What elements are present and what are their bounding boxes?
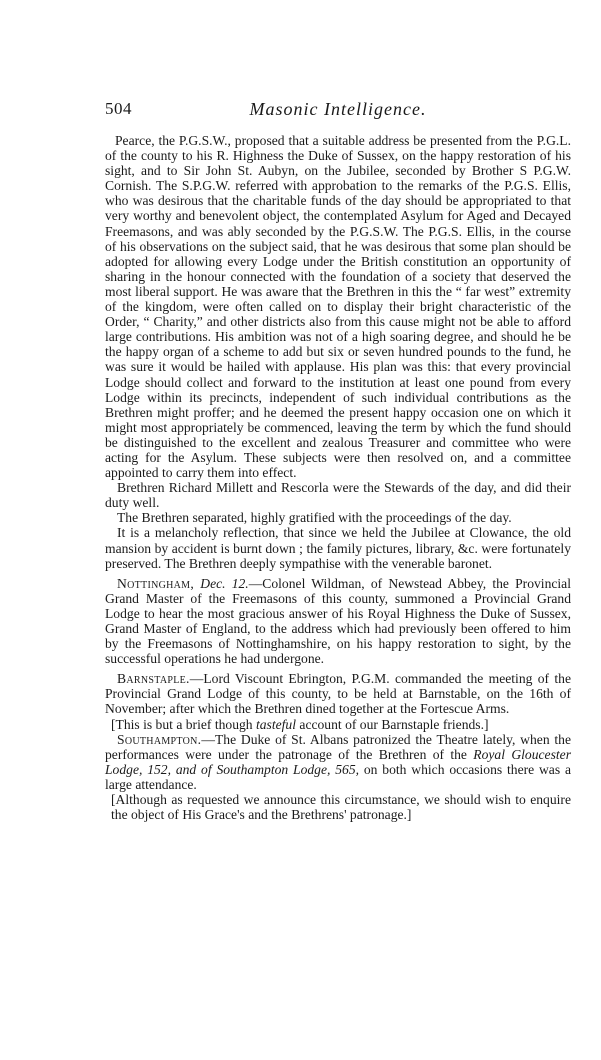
nottingham-text: —Colonel Wildman, of Newstead Abbey, the Provincial Grand Master of the Freemasons of this county, summoned a Provincial Grand Lodge to hear the most gracious answer of his Royal Highness the Duke of Sussex, Grand Master of England, to the address which had previously been offered to him by the Freemasons of Nottinghamshire, on his happy restoration to sight, by the successful operations he had undergone. — [105, 575, 571, 667]
place-heading-nottingham: Nottingham, — [117, 575, 195, 591]
barnstaple-text: —Lord Viscount Ebrington, P.G.M. commanded the meeting of the Provincial Grand Lodge of this county, to be held at Barnstable, on the 16th of November; after which the Brethren dined together at the Fortescue Arms. — [105, 671, 571, 717]
paragraph-southampton — [105, 732, 571, 792]
paragraph-barnstaple — [105, 671, 571, 716]
article-body — [105, 133, 571, 822]
note-text-end: account of our Barnstaple friends.] — [296, 716, 489, 732]
paragraph-stewards: Brethren Richard Millett and Rescorla were the Stewards of the day, and did their duty well. — [105, 480, 571, 511]
page-header — [105, 99, 571, 133]
date-nottingham: Dec. 12. — [200, 575, 249, 591]
lodge-names: Royal Gloucester Lodge, 152, and of Southampton Lodge, 565, — [105, 746, 571, 777]
paragraph-nottingham — [105, 576, 571, 667]
note-italic-word: tasteful — [255, 716, 297, 732]
editor-note-southampton: [Although as requested we announce this circumstance, we should wish to enquire the object of His Grace's and the Brethrens' patronage.] — [111, 792, 571, 823]
place-heading-southampton: Southampton. — [117, 731, 202, 747]
page-number: 504 — [105, 99, 132, 118]
paragraph-clowance: It is a melancholy reflection, that since we held the Jubilee at Clowance, the old mansion by accident is burnt down ; the family pictures, library, &c. were fortunately preserved. The Brethren deeply sympathise with the venerable baronet. — [105, 525, 571, 571]
paragraph-separated: The Brethren separated, highly gratified with the proceedings of the day. — [117, 510, 512, 526]
editor-note-barnstaple — [105, 717, 571, 732]
running-title: Masonic Intelligence. — [249, 99, 427, 119]
note-text-start: [This is but a brief though — [111, 716, 256, 732]
place-heading-barnstaple: Barnstaple. — [117, 671, 190, 687]
southampton-text-start: —The Duke of St. Albans patronized the Theatre lately, when the performances were under the patronage of the Brethren of the — [105, 731, 571, 762]
page — [105, 99, 571, 822]
southampton-text-end: on both which occasions there was a large attendance. — [105, 761, 571, 792]
paragraph-cornwall: Pearce, the P.G.S.W., proposed that a suitable address be presented from the P.G.L. of the county to his R. Highness the Duke of Sussex, on the happy restoration of his sight, and to Sir John St. Aubyn, on the Jubilee, seconded by Brother S P.G.W. Cornish. The S.P.G.W. referred with approbation to the remarks of the P.G.S. Ellis, who was desirous that the charitable funds of the day should be appropriated to that very worthy and benevolent object, the contemplated Asylum for Aged and Decayed Freemasons, and was ably seconded by the P.G.S.W. The P.G.S. Ellis, in the course of his observations on the subject said, that he was desirous that some plan should be adopted for allowing every Lodge under the British constitution an opportunity of sharing in the honour connected with the foundation of a society that deserved the most liberal support. He was aware that the Brethren in this the “ far west” extremity of the kingdom, were often called on to display their bright characteristic of the Order, “ Charity,” and other districts also from this cause might not be able to afford large contributions. His ambition was not of a high soaring degree, and should he be the happy organ of a scheme to add but six or seven hundred pounds to the fund, he was sure it would be hailed with applause. His plan was this: that every provincial Lodge should collect and forward to the institution at least one pound from every Lodge within its precincts, independent of such individual contributions as the Brethren might proffer; and he deemed the present happy occasion one on which it might most appropriately be commenced, leaving the term by which the fund should be distinguished to the excellent and zealous Treasurer and committee who were acting for the Asylum. These subjects were then resolved on, and a committee appointed to carry them into effect. — [105, 133, 571, 481]
